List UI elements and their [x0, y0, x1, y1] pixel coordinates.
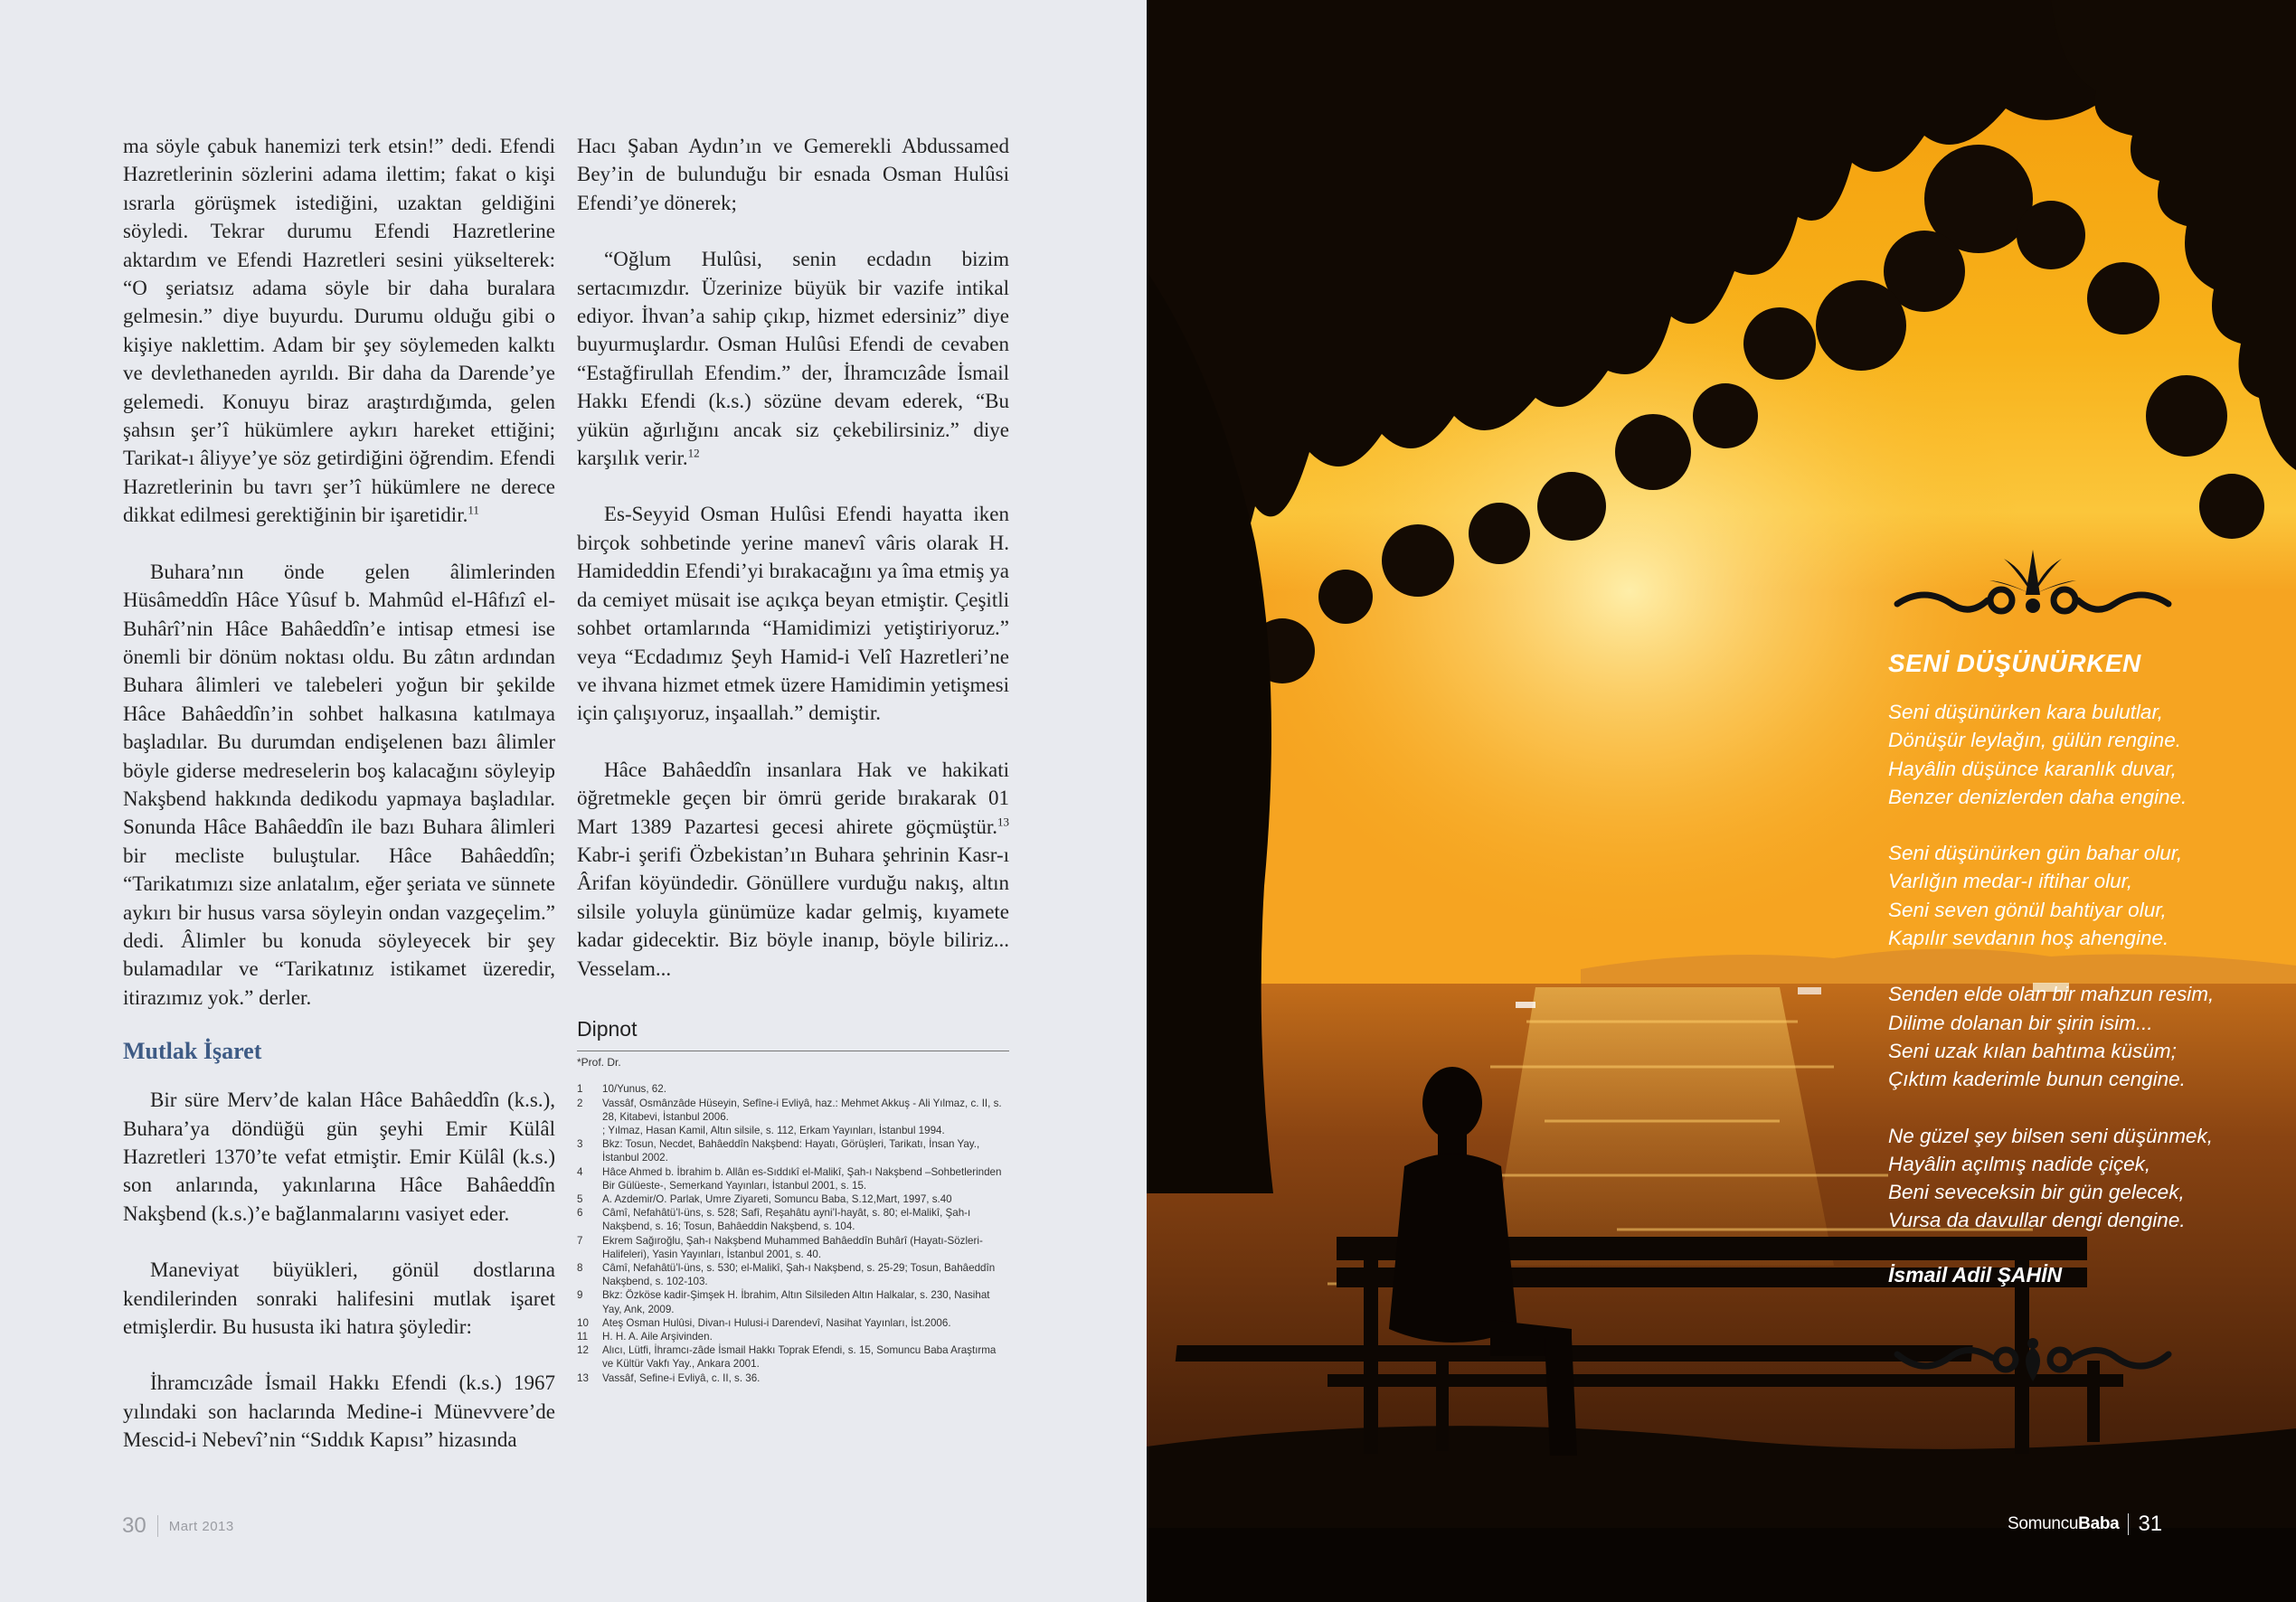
footnote-number: 12 [577, 1344, 589, 1357]
footnote-number: 5 [577, 1193, 583, 1205]
footnote-number [577, 1124, 602, 1137]
footnote-item [577, 1288, 1009, 1315]
footnotes-title: Dipnot [577, 1015, 1009, 1051]
paragraph: Es-Seyyid Osman Hulûsi Efendi hayatta iken birçok sohbetinde yerine manevî vâris olarak H. Hamideddin Efendi’yi bırakacağını ya îma etmiş ya da cemiyet müsait ise açıkça beyan etmiştir. Çeşitli sohbet ortamlarında “Hamidimizi yetiştiriyoruz.” veya “Ecdadımız Şeyh Hamid-i Velî Hazretleri’ne ve ihvana hizmet etmek üzere Hamidimin yetişmesi için çalışıyoruz, inşaallah.” demiştir. [577, 503, 1009, 725]
poem-stanza: Ne güzel şey bilsen seni düşünmek, Hayâlin açılmış nadide çiçek, Beni seveceksin bir gün gelecek, Vursa da davullar dengi dengine. [1888, 1124, 2213, 1232]
footnote-text: Câmî, Nefahâtü’l-üns, s. 528; Safî, Reşahâtu ayni’l-hayât, s. 80; el-Malikî, Şah-ı Nakşbend, s. 16; Tosun, Bahâeddin Nakşbend, s. 104. [602, 1207, 971, 1233]
footnote-item [577, 1192, 1009, 1206]
poem [1888, 649, 2268, 1287]
footnote-number: 3 [577, 1138, 583, 1151]
paragraph: Bir süre Merv’de kalan Hâce Bahâeddîn (k.s.), Buhara’ya döndüğü gün şeyhi Emir Külâl Hazretleri 1370’te vefat etmiştir. Emir Külâl (k.s.) son anlarında, yakınlarına Hâce Bahâeddîn Nakşbend (k.s.)’e bağlanmalarını vasiyet eder. [123, 1088, 555, 1225]
footnote-item [577, 1137, 1009, 1164]
page-number: 30 [122, 1513, 146, 1538]
footnote-item [577, 1097, 1009, 1124]
magazine-logo: SomuncuBaba [2008, 1514, 2120, 1533]
ornament-bottom-icon [1888, 1336, 2178, 1390]
footnote-number: 10 [577, 1316, 589, 1329]
issue-date: Mart 2013 [168, 1518, 234, 1534]
author-note: *Prof. Dr. [577, 1056, 621, 1070]
poem-title: SENİ DÜŞÜNÜRKEN [1888, 649, 2141, 677]
poem-stanza: Senden elde olan bir mahzun resim, Dilime dolanan bir şirin isim... Seni uzak kılan bahtıma küsüm; Çıktım kaderimle bunun cengine. [1888, 983, 2215, 1091]
footnote-ref[interactable]: 13 [997, 814, 1009, 828]
divider [157, 1515, 158, 1537]
footnote-number: 1 [577, 1083, 583, 1096]
paragraph: İhramcızâde İsmail Hakkı Efendi (k.s.) 1967 yılındaki son haclarında Medine-i Münevvere’de Mescid-i Nebevî’nin “Sıddık Kapısı” hizasında [123, 1371, 555, 1452]
footnote-number: 11 [577, 1331, 589, 1343]
footnote-number: 2 [577, 1097, 583, 1109]
footnote-item [577, 1261, 1009, 1288]
paragraph: Hâce Bahâeddîn insanlara Hak ve hakikati öğretmekle geçen bir ömrü geride bırakarak 01 Mart 1389 Pazartesi gecesi ahirete göçmüştür.$^{13}$ Kabr-i şerifi Özbekistan’ın Buhara şehrinin Kasr-ı Ârifan köyündedir. Gönüllere vurduğu nakış, altın silsile yoluyla günümüze kadar gelmiş, kıyamete kadar gidecektir. Biz böyle inanıp, böyle biliriz... Vesselam... [577, 758, 1009, 980]
footnote-text: Bkz: Tosun, Necdet, Bahâeddîn Nakşbend: Hayatı, Görüşleri, Tarikatı, İnsan Yay., İstanbul 2002. [602, 1138, 980, 1164]
footnote-text: Ateş Osman Hulûsi, Divan-ı Hulusi-i Darendevî, Nasihat Yayınları, İst.2006. [602, 1316, 951, 1329]
footnote-item [577, 1082, 1009, 1096]
footnote-text: Bkz: Özköse kadir-Şimşek H. İbrahim, Altın Silsileden Altın Halkalar, s. 230, Nasihat Yay, Ank, 2009. [602, 1289, 990, 1315]
footnote-text: Ekrem Sağıroğlu, Şah-ı Nakşbend Muhammed Bahâeddîn Buhârî (Hayatı-Sözleri-Halifeleri), Yasin Yayınları, İstanbul 2001, s. 40. [602, 1234, 983, 1260]
footnote-item [577, 1165, 1009, 1192]
paragraph: ma söyle çabuk hanemizi terk etsin!” dedi. Efendi Hazretlerinin sözlerini adama ilettim; fakat o kişi ısrarla görüşmek istediğini, uzaktan geldiğini söyledi. Tekrar durumu Efendi Hazretlerine aktardım ve Efendi Hazretleri sesini yükselterek: “O şeriatsız adama söyle bir daha buralara gelmesin.” diye buyurdu. Durumu olduğu gibi o kişiye naklettim. Adam bir şey söylemeden kalktı ve devlethaneden ayrıldı. Bir daha da Darende’ye gelemedi. Konuyu biraz araştırdığımda, gelen şahsın şer’î hükümlere aykırı hareket ettiğini; Tarikat-ı âliyye’ye söz getirdiğini öğrendim. Efendi Hazretlerinin bu tavrı şer’î hükümlere ne derece dikkat edilmesi gerektiğinin bir işaretidir.$^{11}$ [123, 135, 555, 527]
divider [2128, 1513, 2129, 1535]
footnote-number: 13 [577, 1371, 589, 1384]
footnote-text: H. H. A. Aile Arşivinden. [602, 1331, 713, 1343]
poem-author: İsmail Adil ŞAHİN [1888, 1262, 2063, 1286]
paragraph: Maneviyat büyükleri, gönül dostlarına kendilerinden sonraki halifesini mutlak işaret etmişlerdir. Bu hususta iki hatıra şöyledir: [123, 1258, 555, 1339]
footnote-text: A. Azdemir/O. Parlak, Umre Ziyareti, Somuncu Baba, S.12,Mart, 1997, s.40 [602, 1193, 952, 1205]
footnote-text: Vassâf, Osmânzâde Hüseyin, Sefîne-i Evliyâ, haz.: Mehmet Akkuş - Ali Yılmaz, c. II, s. 28, Kitabevi, İstanbul 2006. [602, 1097, 1002, 1123]
page-number: 31 [2138, 1512, 2163, 1536]
paragraph: “Oğlum Hulûsi, senin ecdadın bizim sertacımızdır. Üzerinize büyük bir vazife intikal ediyor. İhvan’a sahip çıkıp, hizmet edersiniz” diye buyurmuşlardır. Osman Hulûsi Efendi de cevaben “Estağfirullah Efendim.” der, İhramcızâde İsmail Hakkı Efendi (k.s.) sözüne devam ederek, “Bu yükün ağırlığını ancak siz çekebilirsiniz.” diye karşılık verir.$^{12}$ [577, 248, 1009, 470]
footnote-item [577, 1343, 1009, 1371]
footnote-item [577, 1316, 1009, 1330]
footnote-text: Alıcı, Lütfi, İhramcı-zâde İsmail Hakkı Toprak Efendi, s. 15, Somuncu Baba Araştırma ve Kültür Vakfı Yay., Ankara 2001. [602, 1344, 997, 1371]
footnote-ref[interactable]: 11 [468, 503, 479, 517]
footnote-item [577, 1234, 1009, 1261]
poem-stanza: Seni düşünürken kara bulutlar, Dönüşür leylağın, gülün rengine. Hayâlin düşünce karanlık duvar, Benzer denizlerden daha engine. [1888, 701, 2187, 808]
section-heading: Mutlak İşaret [123, 1038, 262, 1065]
footnote-number: 7 [577, 1234, 583, 1247]
footnote-item [577, 1124, 1009, 1137]
footnote-number: 9 [577, 1289, 583, 1302]
footnote-text: ; Yılmaz, Hasan Kamil, Altın silsile, s. 112, Erkam Yayınları, İstanbul 1994. [602, 1124, 945, 1136]
footnote-text: Câmî, Nefahâtü’l-üns, s. 530; el-Malikî, Şah-ı Nakşbend, s. 25-29; Tosun, Bahâeddîn Nakşbend, s. 102-103. [602, 1262, 996, 1288]
footnote-number: 8 [577, 1262, 583, 1275]
footnote-text: Vassâf, Sefine-i Evliyâ, c. II, s. 36. [602, 1371, 761, 1384]
text-column-left [123, 132, 555, 1455]
page-footer-right [2008, 1512, 2162, 1537]
footnote-text: 10/Yunus, 62. [602, 1083, 666, 1096]
ornament-top-icon [1888, 541, 2178, 622]
paragraph: Hacı Şaban Aydın’ın ve Gemerekli Abdussamed Bey’in de bulunduğu bir esnada Osman Hulûsi Efendi’ye dönerek; [577, 135, 1009, 214]
page-footer-left [122, 1513, 234, 1539]
footnote-item [577, 1371, 1009, 1385]
footnotes-list [577, 1082, 1009, 1384]
left-page [0, 0, 1147, 1602]
footnote-text: Hâce Ahmed b. İbrahim b. Allân es-Sıddıkî el-Malikî, Şah-ı Nakşbend –Sohbetlerinden Bir Gülüeste-, Semerkand Yayınları, İstanbul 2001, s. 15. [602, 1165, 1002, 1192]
footnote-item [577, 1206, 1009, 1233]
poem-stanza: Seni düşünürken gün bahar olur, Varlığın medar-ı iftihar olur, Seni seven gönül bahtiyar olur, Kapılır sevdanın hoş ahengine. [1888, 842, 2183, 950]
footnote-number: 6 [577, 1207, 583, 1220]
footnote-item [577, 1330, 1009, 1343]
text-column-right [577, 132, 1009, 1385]
footnote-ref[interactable]: 12 [687, 446, 700, 460]
paragraph: Buhara’nın önde gelen âlimlerinden Hüsâmeddîn Hâce Yûsuf b. Mahmûd el-Hâfızî el-Buhârî’nin Hâce Bahâeddîn’e intisap etmesi ise önemli bir dönüm noktası oldu. Bu zâtın ardından Buhara âlimleri ve talebeleri yoğun bir şekilde Hâce Bahâeddîn’in sohbet halkasına katılmaya başladılar. Bu durumdan endişelenen bazı âlimler böyle giderse medreselerin boş kalacağını söyleyip Nakşbend hakkında dedikodu yapmaya başladılar. Sonunda Hâce Bahâeddîn ile bazı Buhara âlimleri bir mecliste buluştular. Hâce Bahâeddîn; “Tarikatımızı size anlatalım, eğer şeriata ve sünnete aykırı bir husus varsa söyleyin ondan vazgeçelim.” dedi. Âlimler bu konuda söyleyecek bir şey bulamadılar ve “Tarikatınız istikamet üzeredir, itirazımız yok.” derler. [123, 560, 555, 1009]
footnote-number: 4 [577, 1165, 583, 1178]
